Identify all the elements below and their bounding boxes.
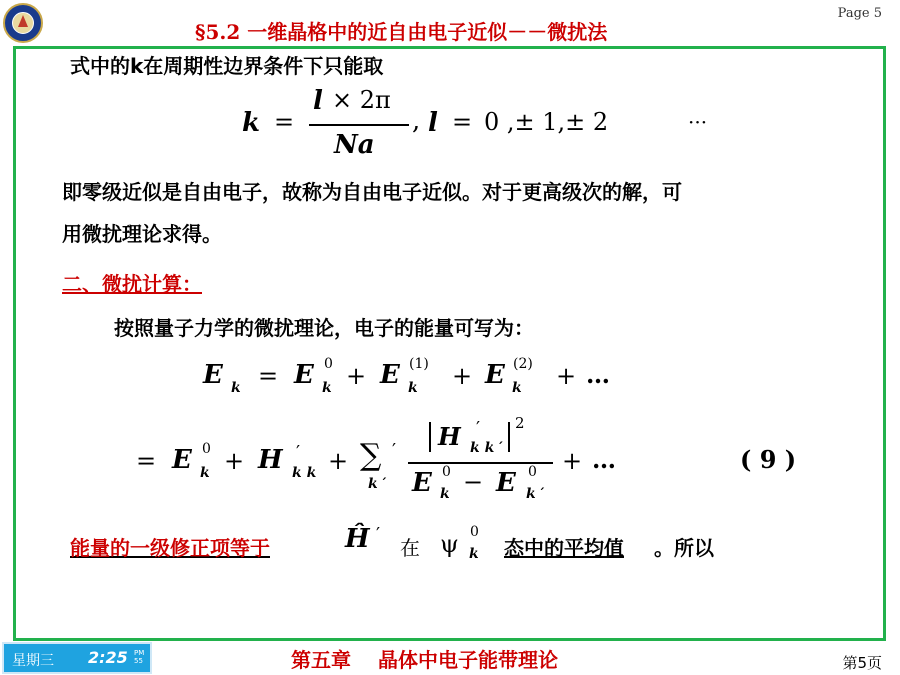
eq2-dots: … — [592, 445, 616, 474]
eq-k-l: l — [428, 108, 438, 138]
eq-k-lhs: k — [242, 108, 261, 138]
eq2-den-E2: E — [496, 468, 516, 498]
eq2-minus: − — [463, 468, 484, 496]
eq2-equals: = — [136, 447, 157, 475]
eq2-num-sup: 2 — [515, 414, 525, 432]
page-label: Page 5 — [837, 6, 882, 21]
psi-sub: k — [469, 546, 479, 562]
eq1-E1: E — [380, 360, 400, 390]
eq2-plus-3: + — [562, 447, 583, 475]
text-first-order-correction: 能量的一级修正项等于 — [70, 536, 270, 560]
eq2-E0-sup: 0 — [202, 441, 211, 457]
psi-sup: 0 — [470, 524, 479, 540]
weekday-label: 星期三 — [12, 653, 54, 669]
eq2-den-sub2: k ′ — [526, 486, 545, 502]
eq1-E0: E — [294, 360, 314, 390]
eq2-den-sup1: 0 — [442, 464, 451, 480]
eq2-den-E1: E — [412, 468, 432, 498]
eq2-H: H — [258, 445, 283, 475]
ampm-bottom: 55 — [134, 657, 143, 665]
eq2-plus-2: + — [328, 447, 349, 475]
eq-k-num-rest: × 2π — [332, 86, 391, 114]
eq1-dots: … — [586, 360, 610, 389]
eq1-E2-sub: k — [512, 380, 522, 396]
hamiltonian-symbol: Ĥ — [345, 524, 370, 554]
text-zai: 在 — [400, 536, 420, 560]
footer-page-number: 第5页 — [842, 654, 882, 672]
eq2-H-sub: k k — [292, 465, 317, 481]
eq2-E0-sub: k — [200, 465, 210, 481]
eq2-H-prime: ′ — [296, 442, 301, 463]
eq-k-den: Na — [334, 130, 375, 160]
eq1-E: E — [203, 360, 223, 390]
eq2-num-H: H — [438, 422, 461, 451]
eq1-E1-sup: (1) — [409, 356, 429, 372]
hamiltonian-prime: ′ — [376, 524, 381, 545]
eq2-den-sup2: 0 — [528, 464, 537, 480]
time-label: 2:25 — [88, 648, 128, 667]
eq-k-equals: = — [274, 108, 295, 136]
eq1-equals: = — [258, 362, 279, 390]
eq2-num-sub: k k ′ — [470, 440, 503, 456]
eq1-E0-sup: 0 — [324, 356, 333, 372]
eq-k-equals-2: = — [452, 108, 473, 136]
chapter-title: 第五章 晶体中电子能带理论 — [291, 648, 558, 672]
eq-k-comma: , — [412, 106, 421, 136]
psi-symbol: ψ — [440, 530, 459, 558]
eq1-plus-3: + — [556, 362, 577, 390]
text-so: 。所以 — [654, 536, 714, 560]
ampm-top: PM — [134, 649, 145, 657]
eq2-plus-1: + — [224, 447, 245, 475]
eq1-E-sub: k — [231, 380, 241, 396]
eq-k-values: 0 ,± 1,± 2 — [484, 108, 609, 136]
eq-number-label: ( 9 ) — [740, 445, 797, 474]
eq2-E0: E — [172, 445, 192, 475]
text-para-3: 按照量子力学的微扰理论，电子的能量可写为： — [114, 316, 534, 340]
eq2-den-sub1: k — [440, 486, 450, 502]
eq2-sum: ∑ — [360, 438, 382, 473]
eq-k-num-l: l — [313, 86, 323, 116]
ampm-label — [134, 649, 144, 665]
eq1-E2: E — [485, 360, 505, 390]
eq2-sum-sub: k ′ — [368, 476, 387, 492]
date-time-badge — [2, 642, 152, 674]
eq1-plus-1: + — [346, 362, 367, 390]
eq2-abs-right — [508, 422, 510, 452]
text-average-value: 态中的平均值 — [504, 536, 624, 560]
eq1-E1-sub: k — [408, 380, 418, 396]
eq1-E2-sup: (2) — [513, 356, 533, 372]
slide-title: §5.2 一维晶格中的近自由电子近似－－微扰法 — [195, 20, 608, 44]
eq1-plus-2: + — [452, 362, 473, 390]
eq2-sum-prime: ′ — [392, 440, 397, 461]
section-heading: 二、微扰计算： — [62, 272, 202, 296]
eq-k-dots: ··· — [688, 110, 708, 134]
text-line-1: 式中的k在周期性边界条件下只能取 — [70, 54, 384, 78]
text-para-2-line-1: 即零级近似是自由电子，故称为自由电子近似。对于更高级次的解，可 — [62, 180, 682, 204]
eq2-num-prime: ′ — [476, 418, 481, 439]
text-para-2-line-2: 用微扰理论求得。 — [62, 222, 222, 246]
eq2-abs-left — [429, 422, 431, 452]
eq1-E0-sub: k — [322, 380, 332, 396]
